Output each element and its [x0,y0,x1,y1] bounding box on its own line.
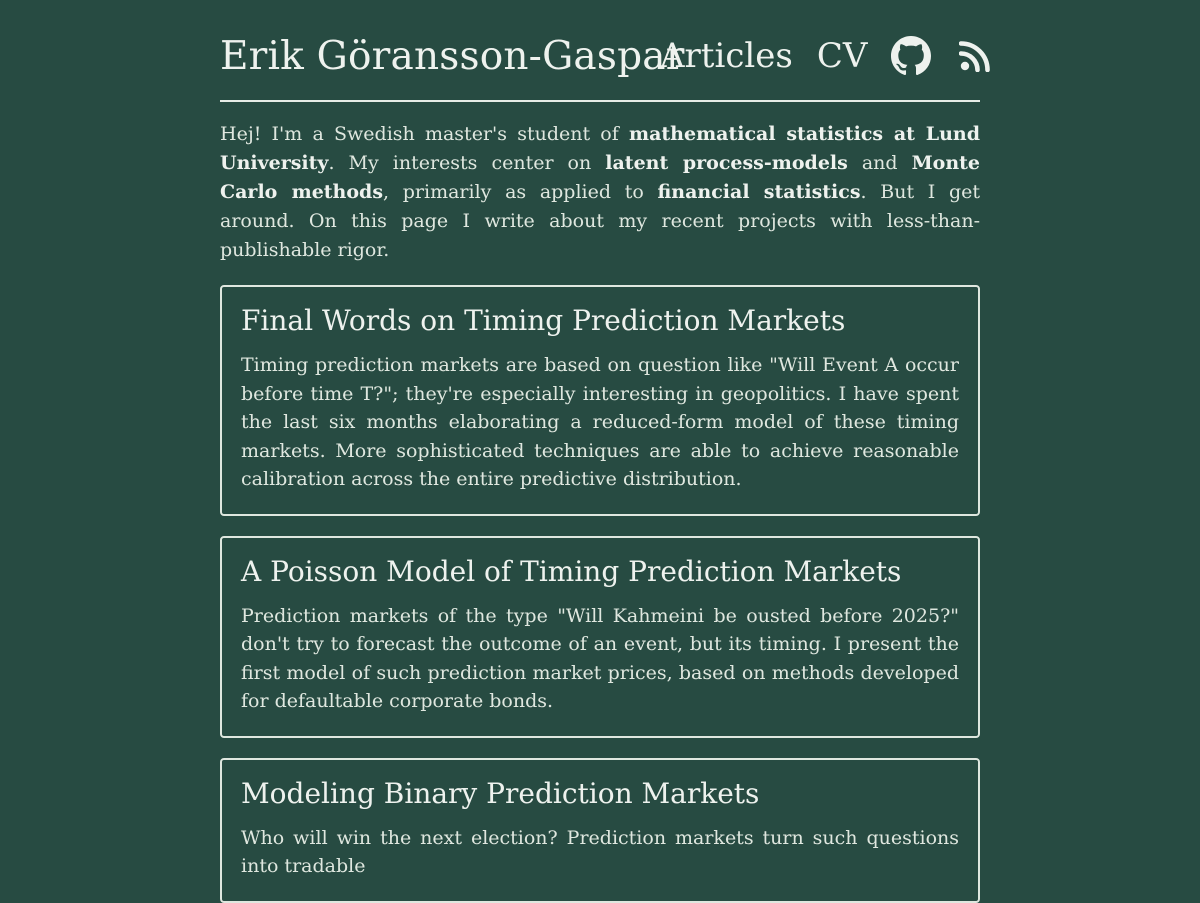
intro-highlight-latent-models: latent process-models [605,152,848,174]
nav-cv-link[interactable]: CV [816,36,868,76]
article-card[interactable] [220,285,980,516]
article-title: A Poisson Model of Timing Prediction Markets [241,554,902,588]
article-summary: Prediction markets of the type "Will Kahmeini be ousted before 2025?" don't try to forecast the outcome of an event, but its timing. I present the first model of such prediction market prices, based on methods developed for defaultable corporate bonds. [241,604,959,712]
intro-text-5: . But I get around. On this page I write about my recent projects with less-than-publishable rigor. [220,181,980,261]
intro-text-4: , primarily as applied to [383,181,658,203]
intro-highlight-monte-carlo: Monte Carlo methods [220,152,980,203]
intro-text-1: Hej! I'm a Swedish master's student of [220,123,629,145]
page-container [220,0,980,903]
intro-text-3: and [847,152,912,174]
article-summary: Timing prediction markets are based on question like "Will Event A occur before time T?"; they're especially interesting in geopolitics. I have spent the last six months elaborating a reduced-form model of these timing markets. More sophisticated techniques are able to achieve reasonable calibration across the entire predictive distribution. [241,354,959,490]
article-summary: Who will win the next election? Prediction markets turn such questions into tradable [241,826,959,877]
intro-paragraph [220,120,980,265]
article-title: Final Words on Timing Prediction Markets [241,304,846,337]
article-title: Modeling Binary Prediction Markets [241,776,760,810]
article-card[interactable] [220,758,980,903]
main-nav [660,36,991,76]
article-list [220,285,980,903]
article-card[interactable] [220,536,980,738]
intro-highlight-financial: financial statistics [657,181,861,203]
github-icon[interactable] [891,36,931,76]
nav-articles-link[interactable]: Articles [660,36,793,76]
site-title-link[interactable]: Erik Göransson-Gaspar [220,34,685,79]
intro-text-2: . My interests center on [328,152,606,174]
intro-highlight-statistics: mathematical statistics at Lund University [220,123,981,174]
rss-icon[interactable] [959,40,991,72]
site-header [220,0,980,102]
